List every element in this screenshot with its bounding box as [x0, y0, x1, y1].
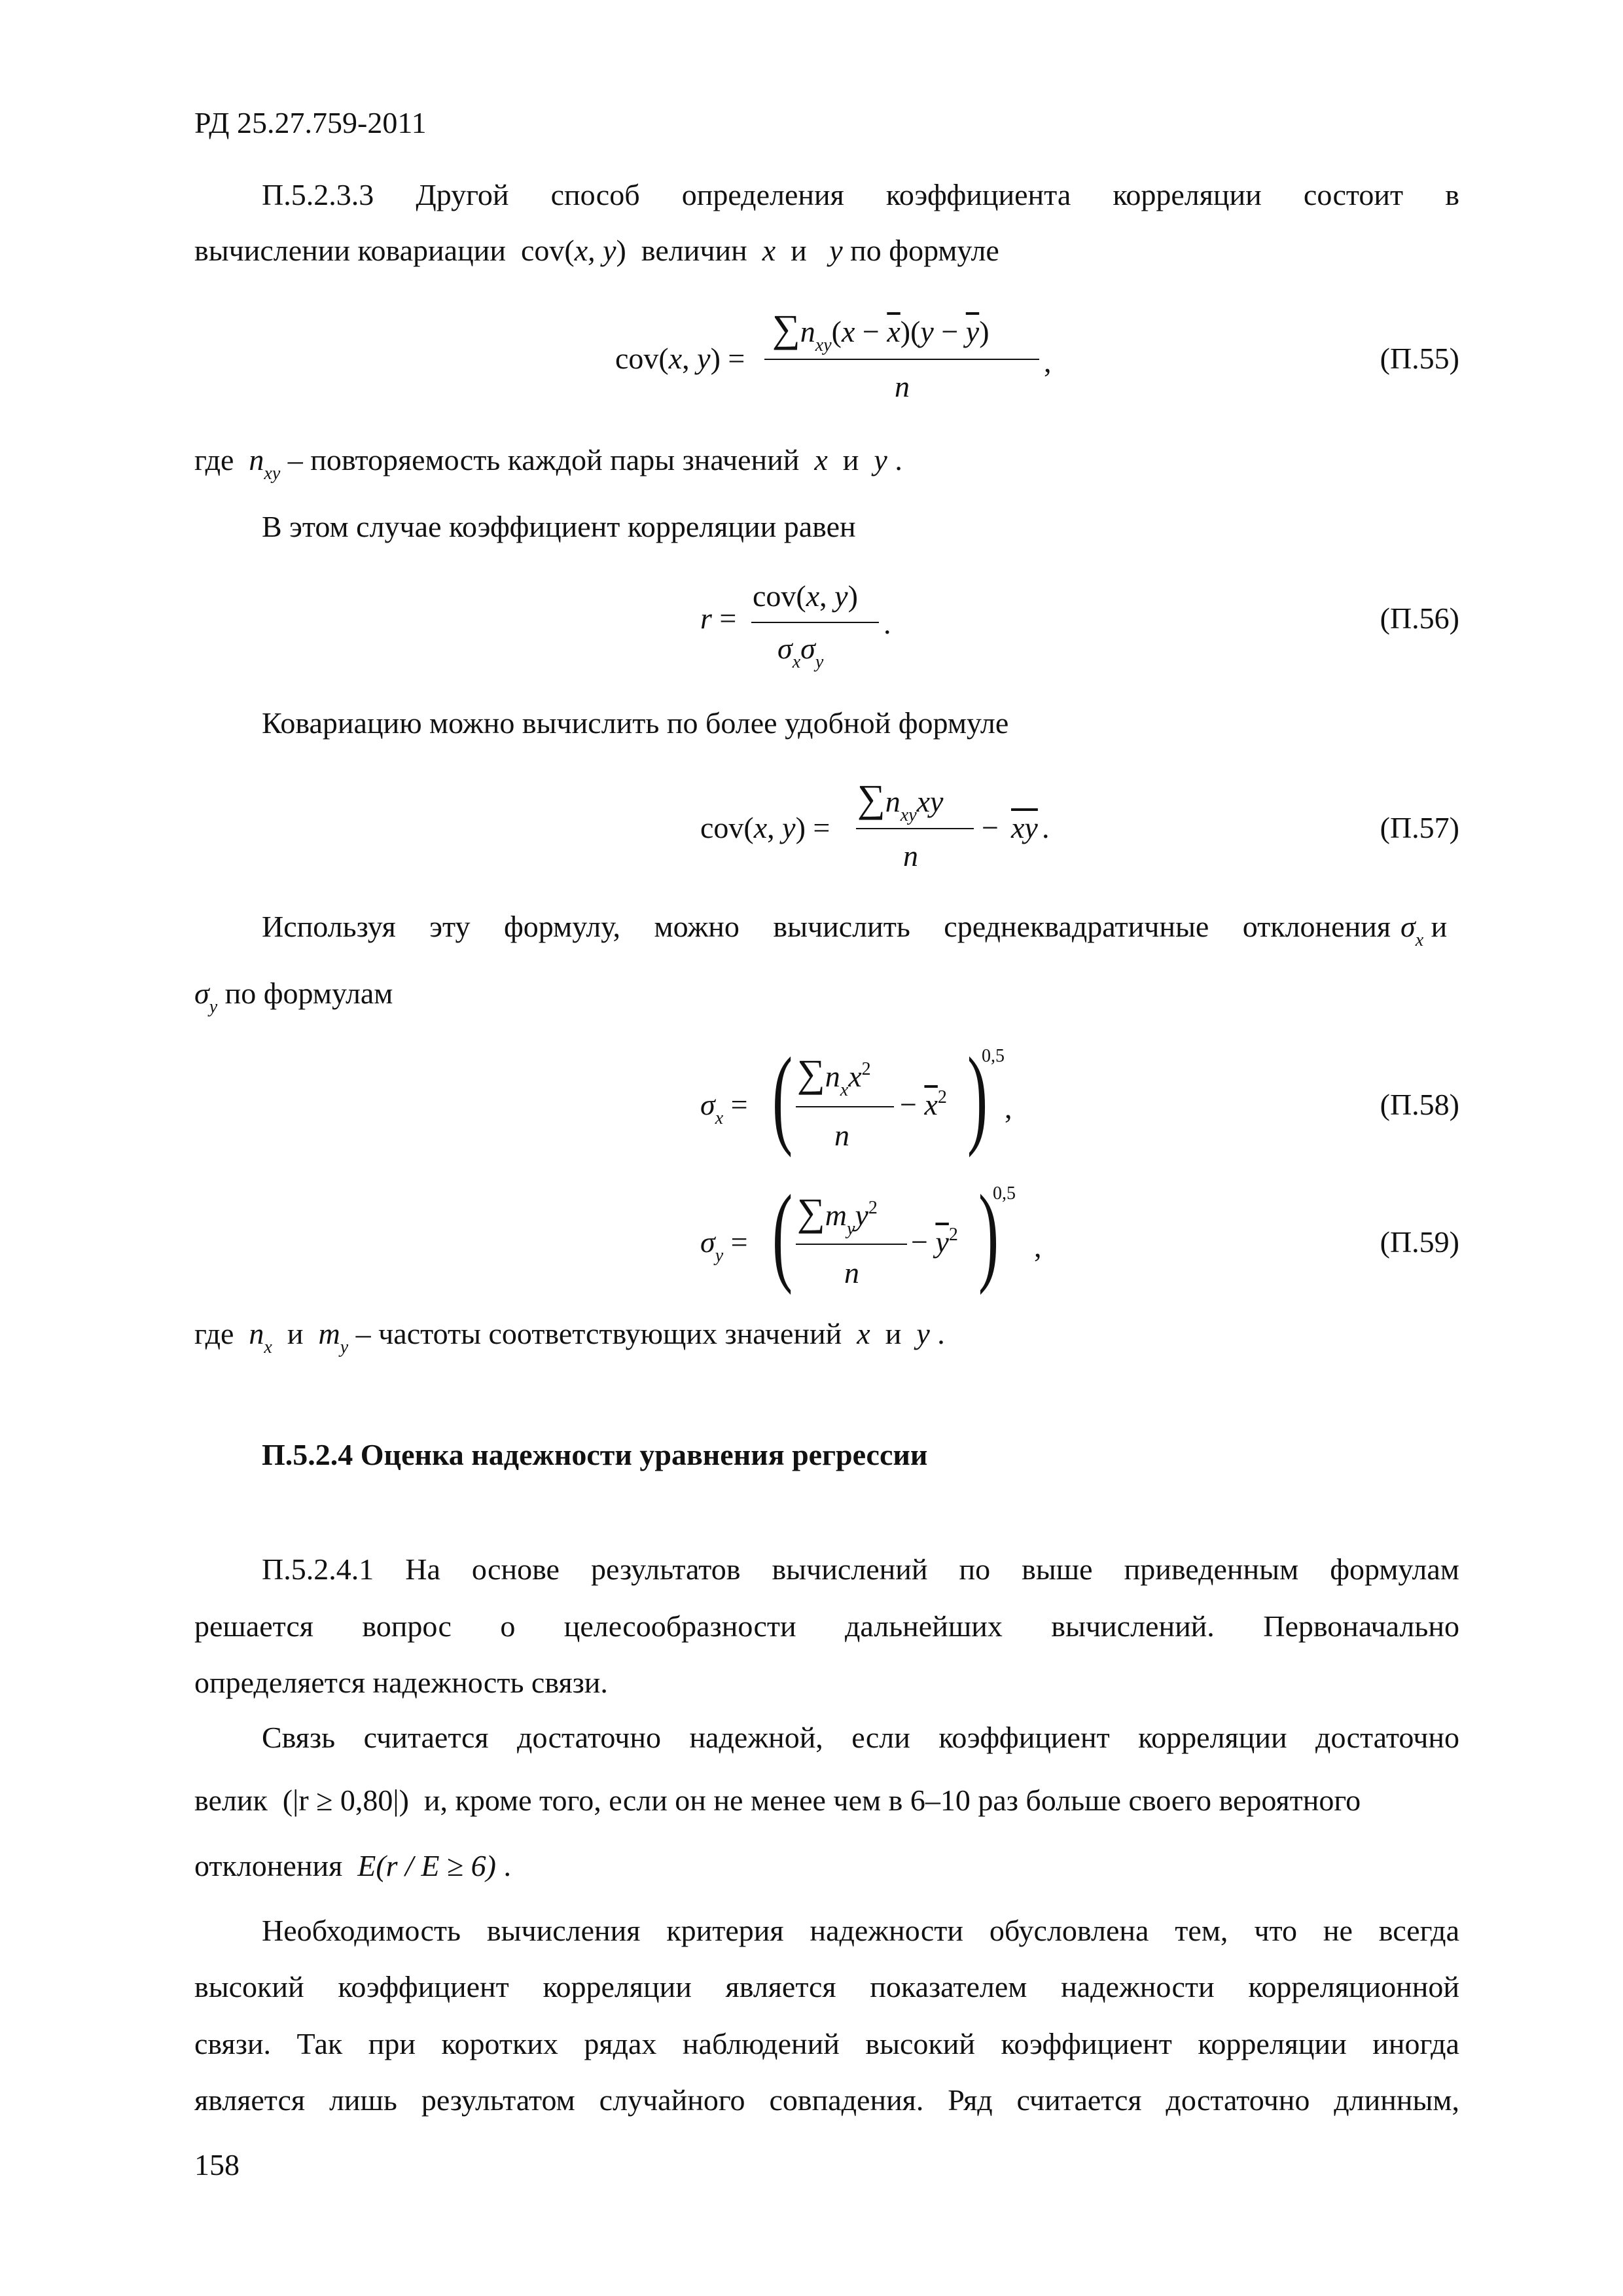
eq57-label: (П.57)	[1380, 811, 1459, 844]
eq58-exponent: 0,5	[982, 1046, 1005, 1066]
word: корреляции	[1113, 178, 1262, 211]
para1-line2: вычислении ковариации cov(x, y) величин x и y по формуле	[194, 234, 999, 267]
eq57-numerator: $\sum n_{xy}xy$	[857, 777, 944, 825]
word: определения	[681, 178, 844, 211]
eq58-denominator: n	[834, 1119, 849, 1152]
para5-line1: П.5.2.4.1 На основе результатов вычислений по выше приведенным формулам	[262, 1552, 1459, 1586]
eq56-lhs: r =	[700, 601, 737, 635]
eq58-fraction-bar	[796, 1106, 894, 1107]
eq59-comma: ,	[1034, 1230, 1042, 1263]
para7-line4: является лишь результатом случайного совпадения. Ряд считается достаточно длинным,	[194, 2083, 1459, 2117]
para1-line1	[262, 180, 1459, 210]
eq58-numerator: $\sum n_xx^2$	[797, 1052, 871, 1100]
para2: В этом случае коэффициент корреляции равен	[262, 510, 856, 543]
eq59-right-paren: )	[978, 1172, 999, 1295]
eq59-denominator: n	[844, 1256, 859, 1289]
eq56-numerator: cov(x, y)	[753, 579, 858, 613]
eq56-label: (П.56)	[1380, 601, 1459, 635]
eq57-denominator: n	[903, 839, 918, 872]
eq55-comma: ,	[1044, 345, 1052, 378]
var-y: y	[829, 234, 843, 267]
eq59-exponent: 0,5	[993, 1183, 1016, 1204]
eq58-right-paren: )	[967, 1035, 988, 1158]
para6-line3: отклонения E(r / E ≥ 6) .	[194, 1849, 511, 1882]
para7-line3: связи. Так при коротких рядах наблюдений высокий коэффициент корреляции иногда	[194, 2027, 1459, 2060]
where2-line: где $n_x$ и $m_y$ – частоты соответствующих значений x и y .	[194, 1317, 945, 1357]
para6-line1: Связь считается достаточно надежной, если коэффициент корреляции достаточно	[262, 1721, 1459, 1754]
para5-line2: решается вопрос о целесообразности дальнейших вычислений. Первоначально	[194, 1609, 1459, 1643]
para7-line2: высокий коэффициент корреляции является показателем надежности корреляционной	[194, 1970, 1459, 2003]
word: П.5.2.3.3	[262, 178, 374, 211]
para4-line1: Используя эту формулу, можно вычислить среднеквадратичные отклонения	[262, 910, 1391, 943]
eq56-fraction-bar	[751, 622, 879, 623]
eq58-left-paren: (	[772, 1035, 793, 1158]
para4-line2: $\sigma_y$ по формулам	[194, 977, 393, 1017]
text: по формуле	[850, 234, 999, 267]
eq58-minus-xbar: − $\overline{x}^2$	[900, 1087, 947, 1121]
word: способ	[550, 178, 640, 211]
eq55-numerator: $\sum n_{xy}(x - \overline{x})(y - \overline{y})$	[772, 307, 990, 355]
eq55-lhs: cov(x, y) =	[615, 342, 745, 375]
eq58-label: (П.58)	[1380, 1088, 1459, 1121]
eq57-period: .	[1042, 811, 1050, 844]
word: в	[1445, 178, 1459, 211]
text: вычислении ковариации	[194, 234, 506, 267]
para4-line1-end: $\sigma_x$ и	[1400, 910, 1448, 950]
word: состоит	[1303, 178, 1404, 211]
eq59-fraction-bar	[796, 1244, 907, 1245]
eq59-minus-ybar: − $\overline{y}^2$	[911, 1225, 958, 1259]
para3: Ковариацию можно вычислить по более удобной формуле	[262, 706, 1009, 740]
para6-line2: велик (|r ≥ 0,80|) и, кроме того, если он не менее чем в 6–10 раз больше своего вероятного	[194, 1784, 1361, 1817]
eq57-lhs: cov(x, y) =	[700, 811, 830, 844]
document-code: РД 25.27.759-2011	[194, 106, 427, 139]
where1-line: где $n_{xy}$ – повторяемость каждой пары значений x и y .	[194, 443, 902, 484]
inline-cov: cov(x, y)	[520, 234, 626, 267]
eq55-fraction-bar	[764, 359, 1039, 360]
word: Другой	[416, 178, 509, 211]
eq56-period: .	[883, 607, 891, 640]
eq58-comma: ,	[1005, 1091, 1012, 1124]
eq55-denominator: n	[895, 370, 910, 403]
inline-formula-e: E(r / E ≥ 6)	[357, 1849, 496, 1882]
eq56-denominator: $\sigma_x\sigma_y$	[777, 632, 824, 672]
eq57-bar-xy: $\overline{xy}$	[1011, 811, 1038, 844]
para7-line1: Необходимость вычисления критерия надежности обусловлена тем, что не всегда	[262, 1914, 1459, 1947]
inline-formula-r: (|r ≥ 0,80|)	[282, 1784, 409, 1817]
eq57-fraction-bar	[856, 828, 974, 829]
eq59-lhs: $\sigma_y$ =	[700, 1225, 748, 1266]
page-number: 158	[194, 2148, 240, 2181]
eq59-numerator: $\sum m_yy^2$	[797, 1191, 878, 1239]
eq57-minus: −	[982, 811, 999, 844]
eq58-lhs: $\sigma_x$ =	[700, 1088, 748, 1128]
eq59-label: (П.59)	[1380, 1225, 1459, 1259]
word: коэффициента	[885, 178, 1071, 211]
eq59-left-paren: (	[772, 1172, 793, 1295]
para5-line3: определяется надежность связи.	[194, 1666, 608, 1699]
text: величин	[641, 234, 747, 267]
section-heading: П.5.2.4 Оценка надежности уравнения регрессии	[262, 1438, 928, 1471]
eq55-label: (П.55)	[1380, 342, 1459, 375]
var-x: x	[762, 234, 776, 267]
